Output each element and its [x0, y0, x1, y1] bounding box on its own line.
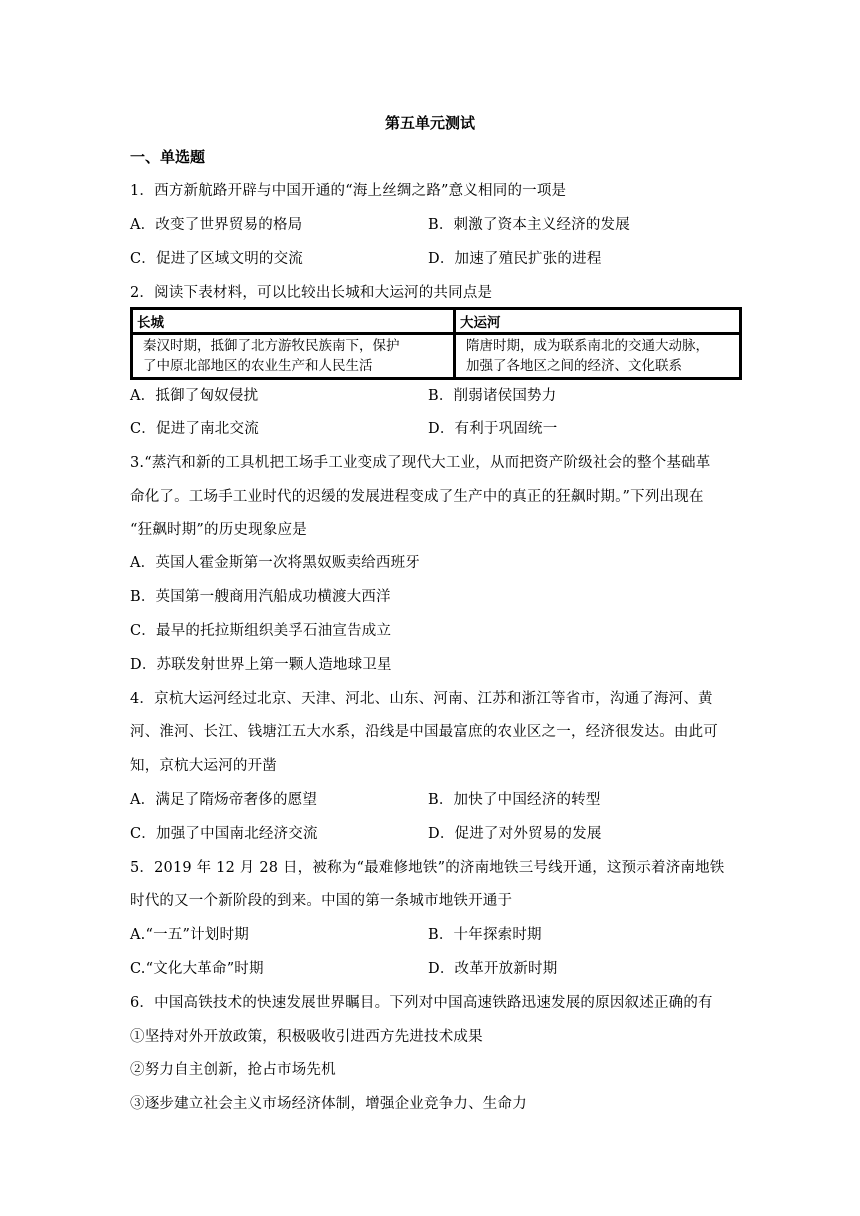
- question-4-line-3: 知，京杭大运河的开凿: [130, 758, 277, 774]
- question-1-stem: 1．西方新航路开辟与中国开通的“海上丝绸之路”意义相同的一项是: [130, 183, 567, 199]
- question-1-option-c: C．促进了区域文明的交流: [130, 251, 303, 267]
- table-cell-text: 了中原北部地区的农业生产和人民生活: [143, 358, 373, 374]
- question-2-option-b: B．削弱诸侯国势力: [428, 388, 557, 404]
- question-4-line-2: 河、淮河、长江、钱塘江五大水系，沿线是中国最富庶的农业区之一，经济很发达。由此可: [130, 724, 718, 740]
- table-cell-text: 秦汉时期，抵御了北方游牧民族南下，保护: [143, 338, 400, 354]
- question-5-option-d: D．改革开放新时期: [428, 961, 558, 977]
- table-header-grand-canal: 大运河: [455, 309, 741, 334]
- section-heading: 一、单选题: [130, 148, 206, 166]
- question-5-option-b: B．十年探索时期: [428, 927, 542, 943]
- question-4-option-a: A．满足了隋炀帝奢侈的愿望: [130, 792, 318, 808]
- material-table: [130, 307, 742, 380]
- document-title: 第五单元测试: [384, 114, 475, 132]
- question-1-option-d: D．加速了殖民扩张的进程: [428, 251, 602, 267]
- table-header-great-wall: 长城: [132, 309, 455, 334]
- question-2-option-c: C．促进了南北交流: [130, 421, 259, 437]
- question-2-stem: 2．阅读下表材料，可以比较出长城和大运河的共同点是: [130, 285, 493, 301]
- question-3-line-1: 3.“蒸汽和新的工具机把工场手工业变成了现代大工业，从而把资产阶级社会的整个基础革: [130, 455, 711, 471]
- question-6-item-2: ②努力自主创新，抢占市场先机: [130, 1062, 336, 1078]
- question-3-option-c: C．最早的托拉斯组织美孚石油宣告成立: [130, 623, 392, 639]
- question-1-option-b: B．刺激了资本主义经济的发展: [428, 217, 630, 233]
- question-3-line-2: 命化了。工场手工业时代的迟缓的发展进程变成了生产中的真正的狂飙时期。”下列出现在: [130, 489, 704, 505]
- question-5-option-a: A.“一五”计划时期: [130, 927, 249, 943]
- question-6-stem: 6．中国高铁技术的快速发展世界瞩目。下列对中国高速铁路迅速发展的原因叙述正确的有: [130, 995, 713, 1011]
- question-1-option-a: A．改变了世界贸易的格局: [130, 217, 303, 233]
- question-3-option-a: A．英国人霍金斯第一次将黑奴贩卖给西班牙: [130, 555, 420, 571]
- question-4-line-1: 4．京杭大运河经过北京、天津、河北、山东、河南、江苏和浙江等省市，沟通了海河、黄: [130, 691, 713, 707]
- question-4-option-d: D．促进了对外贸易的发展: [428, 826, 602, 842]
- question-5-option-c: C.“文化大革命”时期: [130, 961, 264, 977]
- question-3-line-3: “狂飙时期”的历史现象应是: [130, 522, 307, 538]
- question-6-item-3: ③逐步建立社会主义市场经济体制，增强企业竞争力、生命力: [130, 1096, 527, 1112]
- question-2-option-d: D．有利于巩固统一: [428, 421, 558, 437]
- question-4-option-c: C．加强了中国南北经济交流: [130, 826, 318, 842]
- question-4-option-b: B．加快了中国经济的转型: [428, 792, 601, 808]
- table-cell-text: 隋唐时期，成为联系南北的交通大动脉，: [466, 338, 709, 354]
- table-cell-grand-canal: [455, 334, 741, 379]
- question-3-option-d: D．苏联发射世界上第一颗人造地球卫星: [130, 657, 392, 673]
- question-2-option-a: A．抵御了匈奴侵扰: [130, 388, 259, 404]
- question-5-line-2: 时代的又一个新阶段的到来。中国的第一条城市地铁开通于: [130, 893, 513, 909]
- question-6-item-1: ①坚持对外开放政策，积极吸收引进西方先进技术成果: [130, 1029, 483, 1045]
- question-5-line-1: 5．2019 年 12 月 28 日，被称为“最难修地铁”的济南地铁三号线开通，这预示着济南地铁: [130, 860, 725, 876]
- table-cell-text: 加强了各地区之间的经济、文化联系: [466, 358, 682, 374]
- question-3-option-b: B．英国第一艘商用汽船成功横渡大西洋: [130, 589, 391, 605]
- table-cell-great-wall: [132, 334, 455, 379]
